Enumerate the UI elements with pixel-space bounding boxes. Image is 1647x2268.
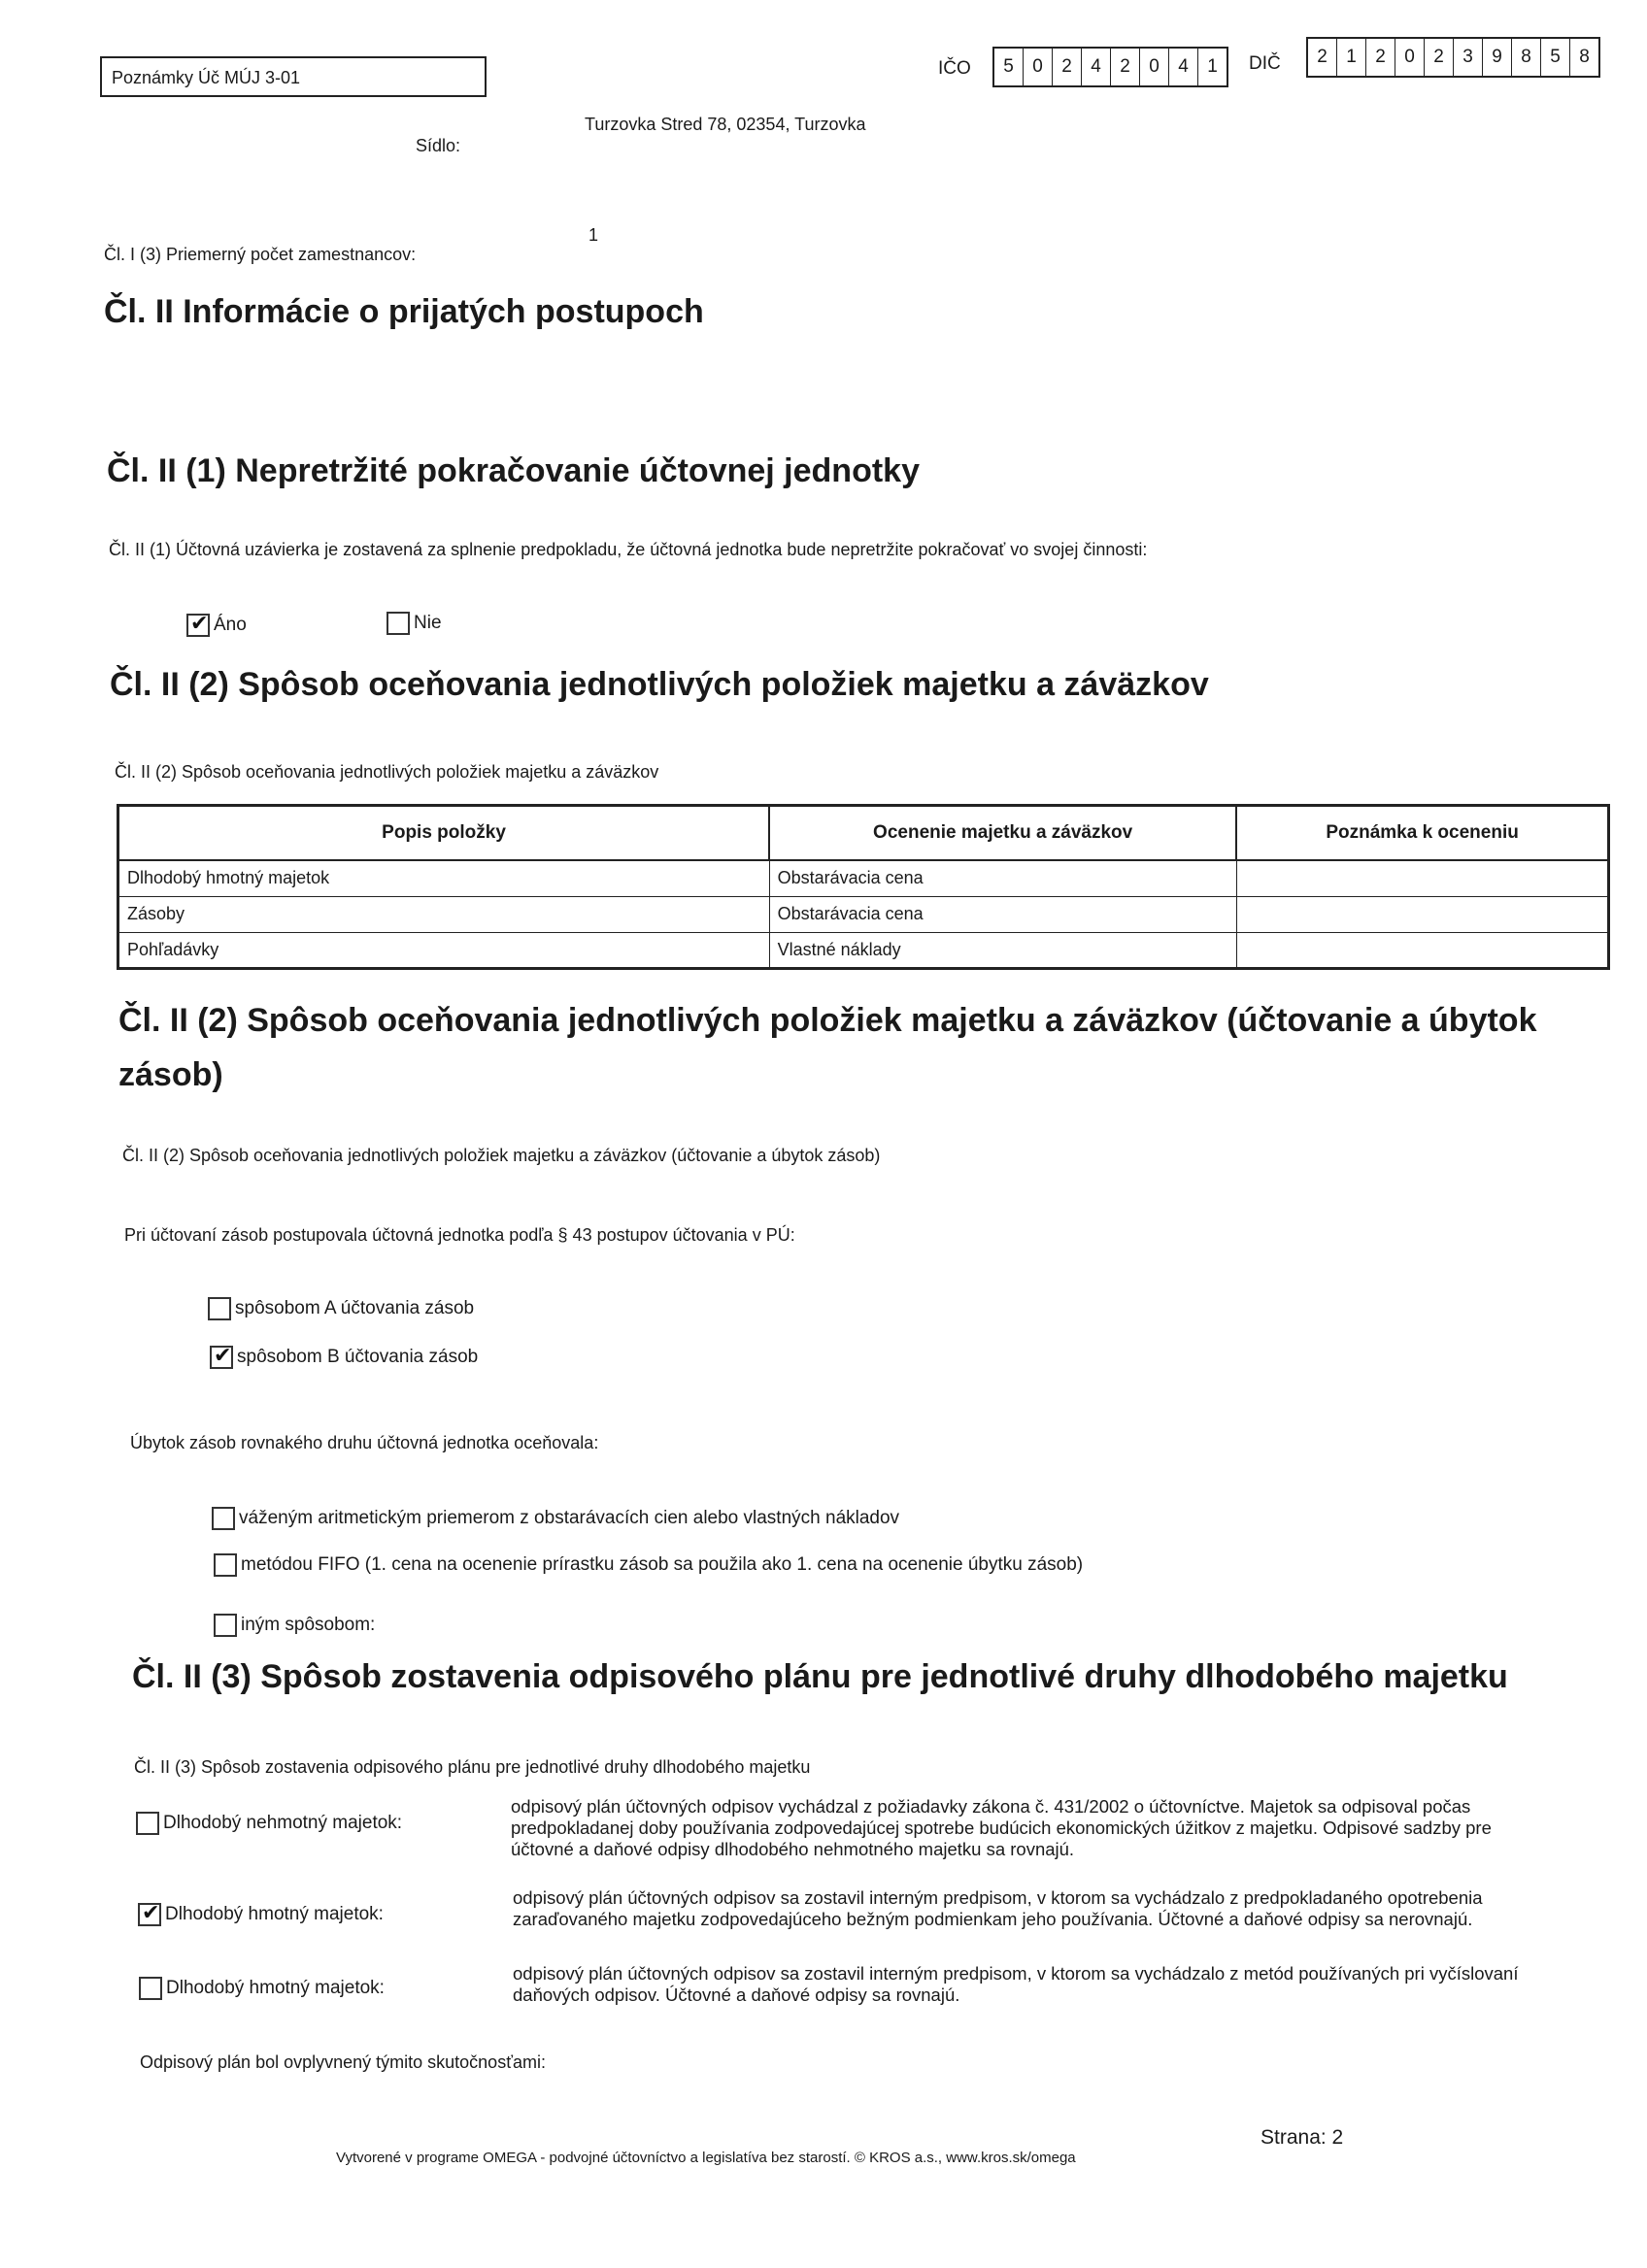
checkbox-empty-icon[interactable] — [387, 612, 410, 635]
table-header: Popis položky — [118, 806, 770, 861]
section2b-text: Pri účtovaní zásob postupovala účtovná jednotka podľa § 43 postupov účtovania v PÚ: — [124, 1225, 795, 1245]
inventory-method-a-label: spôsobom A účtovania zásob — [235, 1298, 475, 1318]
depreciation-affected-text: Odpisový plán bol ovplyvnený týmito skutočnosťami: — [140, 2052, 546, 2072]
depreciation-tangible-internal-desc — [513, 1887, 1483, 1930]
table-cell: Obstarávacia cena — [769, 896, 1236, 932]
checkbox-checked-icon[interactable] — [210, 1346, 233, 1369]
inventory-method-a-option[interactable] — [208, 1297, 474, 1320]
checkbox-checked-icon[interactable] — [138, 1903, 161, 1926]
dic-digit: 9 — [1482, 39, 1511, 76]
ico-field — [992, 47, 1228, 87]
table-header: Poznámka k oceneniu — [1236, 806, 1608, 861]
depreciation-tangible-tax-desc — [513, 1963, 1518, 2006]
continuity-yes-option[interactable] — [186, 614, 247, 637]
table-cell — [1236, 896, 1608, 932]
footer-credit: Vytvorené v programe OMEGA - podvojné účtovníctvo a legislatíva bez starostí. © KROS a.s., www.kros.sk/omega — [336, 2150, 1076, 2166]
depreciation-tangible-internal-label: Dlhodobý hmotný majetok: — [165, 1904, 384, 1924]
table-cell — [1236, 860, 1608, 896]
sidlo-label: Sídlo: — [416, 136, 461, 155]
depreciation-tangible-tax-label: Dlhodobý hmotný majetok: — [166, 1978, 385, 1998]
dic-digit: 1 — [1336, 39, 1365, 76]
table-cell: Dlhodobý hmotný majetok — [118, 860, 770, 896]
ico-digit: 4 — [1081, 49, 1110, 85]
dic-digit: 8 — [1569, 39, 1598, 76]
table-header: Ocenenie majetku a záväzkov — [769, 806, 1236, 861]
section2b-title-line1: Čl. II (2) Spôsob oceňovania jednotlivých položiek majetku a záväzkov (účtovanie a úbytok — [118, 1002, 1537, 1039]
ico-digit: 2 — [1052, 49, 1081, 85]
desc-line: daňových odpisov. Účtovné a daňové odpisy sa rovnajú. — [513, 1984, 960, 2005]
dic-label: DIČ — [1249, 53, 1281, 74]
dic-digit: 2 — [1365, 39, 1395, 76]
ubytok-fifo-label: metódou FIFO (1. cena na ocenenie prírastku zásob sa použila ako 1. cena na ocenenie úbytku zásob) — [241, 1554, 1084, 1575]
inventory-method-b-label: spôsobom B účtovania zásob — [237, 1347, 479, 1367]
ubytok-other-label: iným spôsobom: — [241, 1615, 376, 1635]
continuity-yes-label: Áno — [214, 615, 247, 635]
ico-digit: 4 — [1168, 49, 1197, 85]
ubytok-weighted-average-label: váženým aritmetickým priemerom z obstarávacích cien alebo vlastných nákladov — [239, 1508, 900, 1528]
table-cell: Obstarávacia cena — [769, 860, 1236, 896]
section3-subtitle: Čl. II (3) Spôsob zostavenia odpisového plánu pre jednotlivé druhy dlhodobého majetku — [134, 1757, 811, 1777]
dic-field — [1306, 37, 1600, 78]
section2b-title-line2: zásob) — [118, 1056, 223, 1093]
checkbox-empty-icon[interactable] — [212, 1507, 235, 1530]
sidlo-value: Turzovka Stred 78, 02354, Turzovka — [585, 115, 866, 134]
continuity-no-option[interactable] — [387, 612, 442, 635]
form-title-box — [100, 56, 487, 97]
table-row — [118, 896, 1609, 932]
ubytok-text: Úbytok zásob rovnakého druhu účtovná jednotka oceňovala: — [130, 1433, 599, 1452]
dic-digit: 2 — [1424, 39, 1453, 76]
dic-digit: 3 — [1453, 39, 1482, 76]
table-cell: Vlastné náklady — [769, 932, 1236, 968]
checkbox-empty-icon[interactable] — [208, 1297, 231, 1320]
ubytok-weighted-average-option[interactable] — [212, 1507, 899, 1530]
page-number: Strana: 2 — [1260, 2126, 1344, 2149]
table-cell: Pohľadávky — [118, 932, 770, 968]
desc-line: predpokladanej doby používania zodpovedajúcej spotrebe budúcich ekonomických úžitkov z majetku. Odpisové sadzby pre — [511, 1818, 1492, 1838]
table-cell: Zásoby — [118, 896, 770, 932]
checkbox-empty-icon[interactable] — [139, 1977, 162, 2000]
section1-text: Čl. II (1) Účtovná uzávierka je zostavená za splnenie predpokladu, že účtovná jednotka bude nepretržite pokračovať vo svojej činnosti: — [109, 540, 1148, 559]
table-row — [118, 932, 1609, 968]
table-row — [118, 860, 1609, 896]
section2b-subtitle: Čl. II (2) Spôsob oceňovania jednotlivých položiek majetku a záväzkov (účtovanie a úbytok zásob) — [122, 1146, 881, 1165]
section2-subtitle: Čl. II (2) Spôsob oceňovania jednotlivých položiek majetku a záväzkov — [115, 762, 659, 782]
dic-digit: 8 — [1511, 39, 1540, 76]
checkbox-checked-icon[interactable] — [186, 614, 210, 637]
depreciation-intangible-desc — [511, 1796, 1492, 1860]
continuity-no-label: Nie — [414, 613, 442, 633]
desc-line: odpisový plán účtovných odpisov vychádzal z požiadavky zákona č. 431/2002 o účtovníctve. Majetok sa odpisoval počas — [511, 1796, 1471, 1817]
employees-label: Čl. I (3) Priemerný počet zamestnancov: — [104, 245, 417, 264]
ico-digit: 5 — [1003, 56, 1014, 77]
depreciation-tangible-tax-option[interactable] — [139, 1977, 385, 2000]
ico-digit: 0 — [1023, 49, 1052, 85]
section2-title: Čl. II (2) Spôsob oceňovania jednotlivých položiek majetku a záväzkov — [110, 666, 1209, 703]
section1-title: Čl. II (1) Nepretržité pokračovanie účtovnej jednotky — [107, 452, 920, 489]
ubytok-other-option[interactable] — [214, 1614, 375, 1637]
ico-digit: 0 — [1139, 49, 1168, 85]
desc-line: zaraďovaného majetku zodpovedajúceho bežným podmienkam jeho používania. Účtovné a daňové odpisy sa nerovnajú. — [513, 1909, 1473, 1929]
dic-digit: 5 — [1540, 39, 1569, 76]
inventory-method-b-option[interactable] — [210, 1346, 478, 1369]
checkbox-empty-icon[interactable] — [214, 1553, 237, 1577]
ico-digit: 1 — [1197, 49, 1227, 85]
section3-title: Čl. II (3) Spôsob zostavenia odpisového plánu pre jednotlivé druhy dlhodobého majetku — [132, 1658, 1508, 1695]
table-cell — [1236, 932, 1608, 968]
desc-line: odpisový plán účtovných odpisov sa zostavil interným predpisom, v ktorom sa vychádzalo z metód používaných pri vyčíslovaní — [513, 1963, 1519, 1984]
dic-digit: 2 — [1317, 47, 1328, 67]
ubytok-fifo-option[interactable] — [214, 1553, 1083, 1577]
dic-digit: 0 — [1395, 39, 1424, 76]
depreciation-tangible-internal-option[interactable] — [138, 1903, 384, 1926]
desc-line: odpisový plán účtovných odpisov sa zostavil interným predpisom, v ktorom sa vychádzalo z predpokladaného opotrebenia — [513, 1887, 1483, 1908]
depreciation-intangible-option[interactable] — [136, 1812, 402, 1835]
checkbox-empty-icon[interactable] — [214, 1614, 237, 1637]
section-main-title: Čl. II Informácie o prijatých postupoch — [104, 293, 704, 330]
checkbox-empty-icon[interactable] — [136, 1812, 159, 1835]
employees-value: 1 — [588, 225, 599, 245]
valuation-table — [117, 804, 1610, 970]
ico-digit: 2 — [1110, 49, 1139, 85]
table-header-row — [118, 806, 1609, 861]
form-title: Poznámky Úč MÚJ 3-01 — [112, 68, 301, 87]
depreciation-intangible-label: Dlhodobý nehmotný majetok: — [163, 1813, 403, 1833]
desc-line: účtovné a daňové odpisy dlhodobého nehmotného majetku sa rovnajú. — [511, 1839, 1075, 1859]
ico-label: IČO — [938, 58, 971, 79]
